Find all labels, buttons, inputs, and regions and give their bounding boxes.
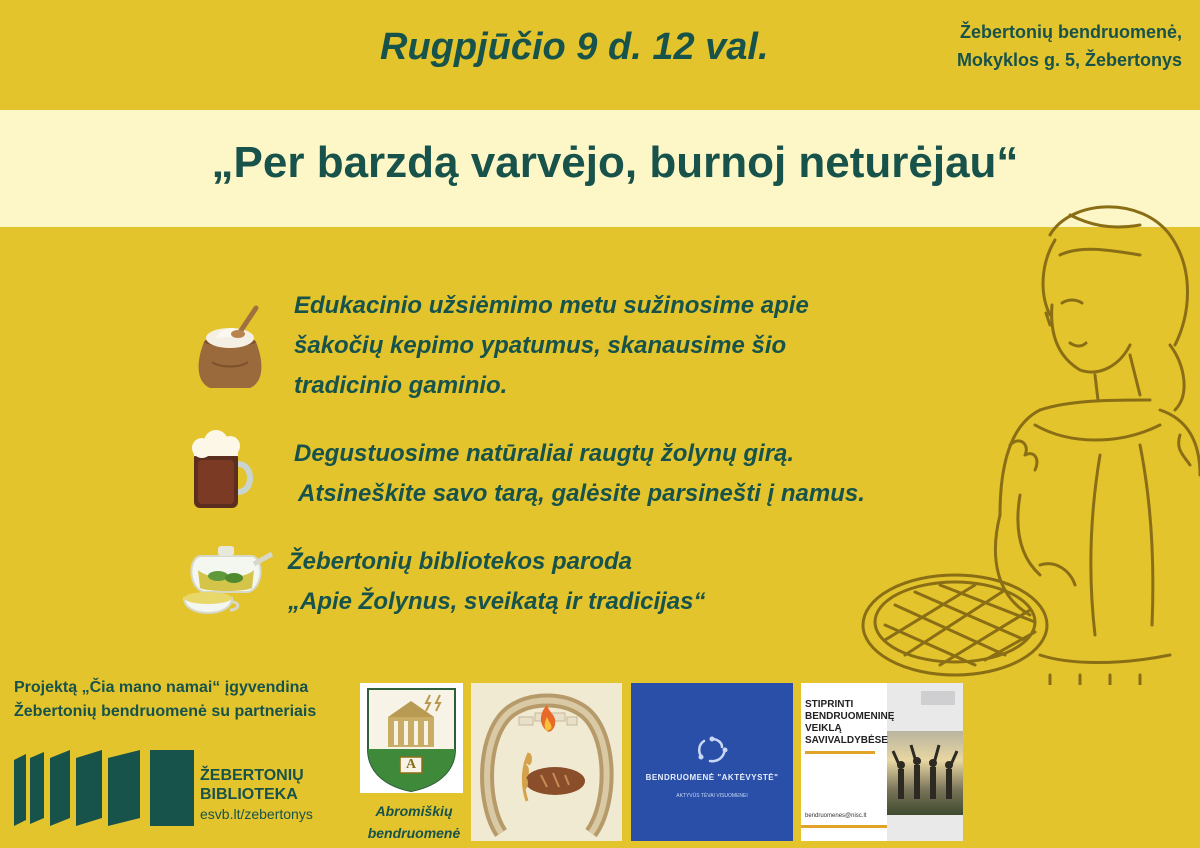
flour-sack-icon	[190, 302, 270, 390]
abromiskiai-caption-line-2: bendruomenė	[367, 825, 461, 841]
nisc-title-line-3: VEIKLĄ	[805, 723, 842, 734]
partners-line-1: Projektą „Čia mano namai“ įgyvendina	[14, 679, 309, 696]
item-2-line-1: Degustuosime natūraliai raugtų žolynų girą.	[294, 440, 795, 467]
item-3-text	[288, 542, 706, 622]
event-date: Rugpjūčio 9 d. 12 val.	[380, 26, 769, 68]
zebertoniu-bendruomene-logo	[471, 683, 622, 841]
item-1-text	[294, 286, 809, 406]
aktyviste-title: BENDRUOMENĖ "AKTĖVYSTĖ"	[645, 773, 779, 782]
aktyviste-subtitle: AKTYVŪS TĖVAI VISUOMENEI	[676, 793, 748, 799]
nisc-header-logo	[921, 691, 955, 705]
nisc-title-line-4: SAVIVALDYBĖSE	[805, 735, 888, 746]
library-url: esvb.lt/zebertonys	[200, 806, 313, 822]
abromiskiai-logo	[360, 683, 463, 793]
event-title: „Per barzdą varvėjo, burnoj neturėjau“	[211, 138, 1019, 187]
bendruomene-aktyviste-logo	[631, 683, 793, 841]
item-2-line-2: Atsineškite savo tarą, galėsite parsinešti į namus.	[298, 480, 865, 507]
item-3-line-1: Žebertonių bibliotekos paroda	[288, 548, 633, 575]
partners-line-2: Žebertonių bendruomenė su partneriais	[14, 703, 317, 720]
library-name	[200, 766, 304, 804]
library-logo-icon	[14, 750, 194, 826]
item-1-line-2: šakočių kepimo ypatumus, skanausime šio	[294, 332, 787, 359]
nisc-title-line-1: STIPRINTI	[805, 699, 854, 710]
nisc-title-line-2: BENDRUOMENINĘ	[805, 711, 895, 722]
horseshoe-bread-icon	[471, 683, 622, 841]
cake-illustration	[855, 560, 1055, 690]
address-line-1: Žebertonių bendruomenė,	[959, 22, 1182, 42]
item-2-text	[294, 434, 865, 514]
nisc-accent-bar	[805, 751, 875, 754]
nisc-title	[805, 699, 894, 747]
nisc-photo	[887, 731, 963, 815]
partners-note	[14, 676, 316, 724]
abromiskiai-letter: A	[405, 757, 417, 772]
item-1-line-1: Edukacinio užsiėmimo metu sužinosime apie	[294, 292, 809, 319]
nisc-card	[801, 683, 963, 841]
library-name-line-2: BIBLIOTEKA	[200, 786, 298, 803]
coat-of-arms-icon	[360, 683, 463, 793]
library-name-line-1: ŽEBERTONIŲ	[200, 767, 304, 784]
abromiskiai-caption	[356, 800, 472, 844]
people-circle-icon	[694, 735, 730, 765]
abromiskiai-caption-line-1: Abromiškių	[375, 803, 453, 819]
kvass-mug-icon	[186, 426, 258, 512]
item-1-line-3: tradicinio gaminio.	[294, 372, 508, 399]
nisc-email: bendruomenes@nisc.lt	[805, 813, 867, 819]
address-line-2: Mokyklos g. 5, Žebertonys	[956, 50, 1182, 70]
event-address	[957, 18, 1182, 74]
item-3-line-2: „Apie Žolynus, sveikatą ir tradicijas“	[288, 588, 706, 615]
people-celebrating-icon	[887, 731, 963, 815]
nisc-footer-bar	[801, 825, 887, 828]
herbal-teapot-icon	[178, 532, 276, 624]
